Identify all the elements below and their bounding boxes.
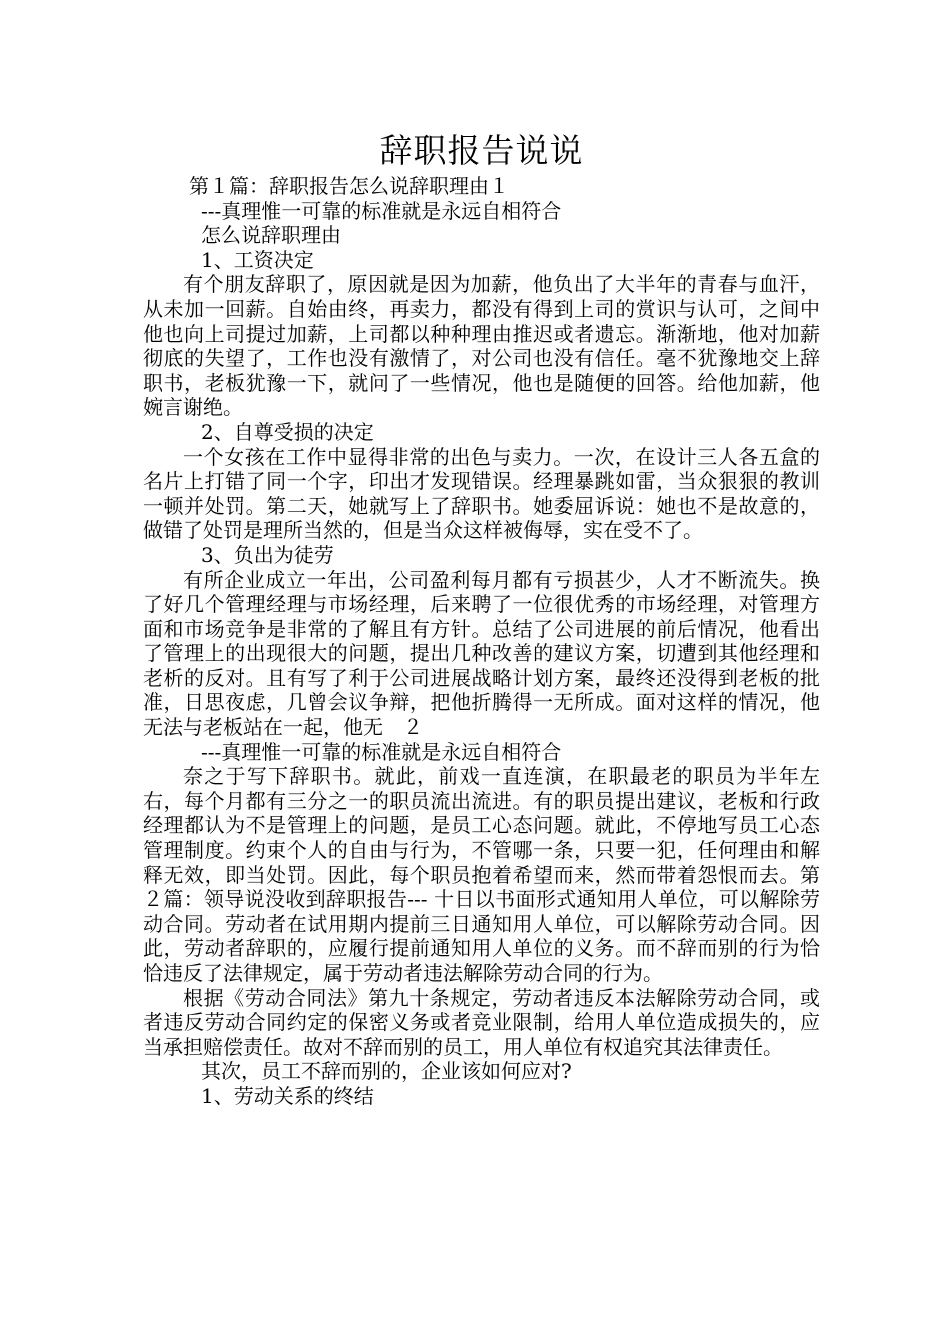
body-line: ---真理惟一可靠的标准就是永远自相符合 — [201, 739, 562, 764]
body-line: 第１篇：辞职报告怎么说辞职理由１ — [189, 174, 509, 198]
body-line: 其次，员工不辞而别的，企业该如何应对? — [201, 1059, 572, 1084]
body-paragraph: 有所企业成立一年出，公司盈利每月都有亏损甚少，人才不断流失。换了好几个管理经理与市场经理，后来聘了一位很优秀的市场经理，对管理方面和市场竞争是非常的了解且有方针。总结了公司进展的前后情况，他看出了管理上的出现很大的问题，提出几种改善的建议方案，切遭到其他经理和老析的反对。且有写了利于公司进展战略计划方案，最终还没得到老板的批准，日思夜虑，几曾会议争辩，把他折腾得一无所成。面对这样的情况，他无法与老板站在一起，他无 ２ — [143, 567, 820, 740]
body-line: 1、劳动关系的终结 — [201, 1083, 374, 1108]
body-line: ---真理惟一可靠的标准就是永远自相符合 — [201, 198, 562, 223]
body-paragraph: 根据《劳动合同法》第九十条规定，劳动者违反本法解除劳动合同，或者违反劳动合同约定的保密义务或者竞业限制，给用人单位造成损失的，应当承担赔偿责任。故对不辞而别的员工，用人单位有权追究其法律责任。 — [143, 985, 820, 1059]
body-line: 1、工资决定 — [201, 247, 314, 272]
body-paragraph: 奈之于写下辞职书。就此，前戏一直连演，在职最老的职员为半年左右，每个月都有三分之一的职员流出流进。有的职员提出建议，老板和行政经理都认为不是管理上的问题，是员工心态问题。就此，不停地写员工心态管理制度。约束个人的自由与行为，不管哪一条，只要一犯，任何理由和解释无效，即当处罚。因此，每个职员抱着希望而来，然而带着怨恨而去。第２篇：领导说没收到辞职报告--- 十日以书面形式通知用人单位，可以解除劳动合同。劳动者在试用期内提前三日通知用人单位，可以解除劳动合同。因此，劳动者辞职的，应履行提前通知用人单位的义务。而不辞而别的行为恰恰违反了法律规定，属于劳动者违法解除劳动合同的行为。 — [143, 764, 820, 985]
document-body — [143, 174, 820, 1109]
body-line: 3、负出为徒劳 — [201, 542, 334, 567]
document-page — [143, 128, 820, 1109]
body-paragraph: 有个朋友辞职了，原因就是因为加薪，他负出了大半年的青春与血汗，从未加一回薪。自始由终，再卖力，都没有得到上司的赏识与认可，之间中他也向上司提过加薪，上司都以种种理由推迟或者遗忘。渐渐地，他对加薪彻底的失望了，工作也没有激情了，对公司也没有信任。毫不犹豫地交上辞职书，老板犹豫一下，就问了一些情况，他也是随便的回答。给他加薪，他婉言谢绝。 — [143, 272, 820, 420]
body-paragraph: 一个女孩在工作中显得非常的出色与卖力。一次，在设计三人各五盒的名片上打错了同一个字，印出才发现错误。经理暴跳如雷，当众狠狠的教训一顿并处罚。第二天，她就写上了辞职书。她委屈诉说：她也不是故意的，做错了处罚是理所当然的，但是当众这样被侮辱，实在受不了。 — [143, 444, 820, 543]
document-title: 辞职报告说说 — [379, 131, 584, 170]
body-line: 怎么说辞职理由 — [201, 223, 341, 248]
body-line: 2、自尊受损的决定 — [201, 419, 374, 444]
